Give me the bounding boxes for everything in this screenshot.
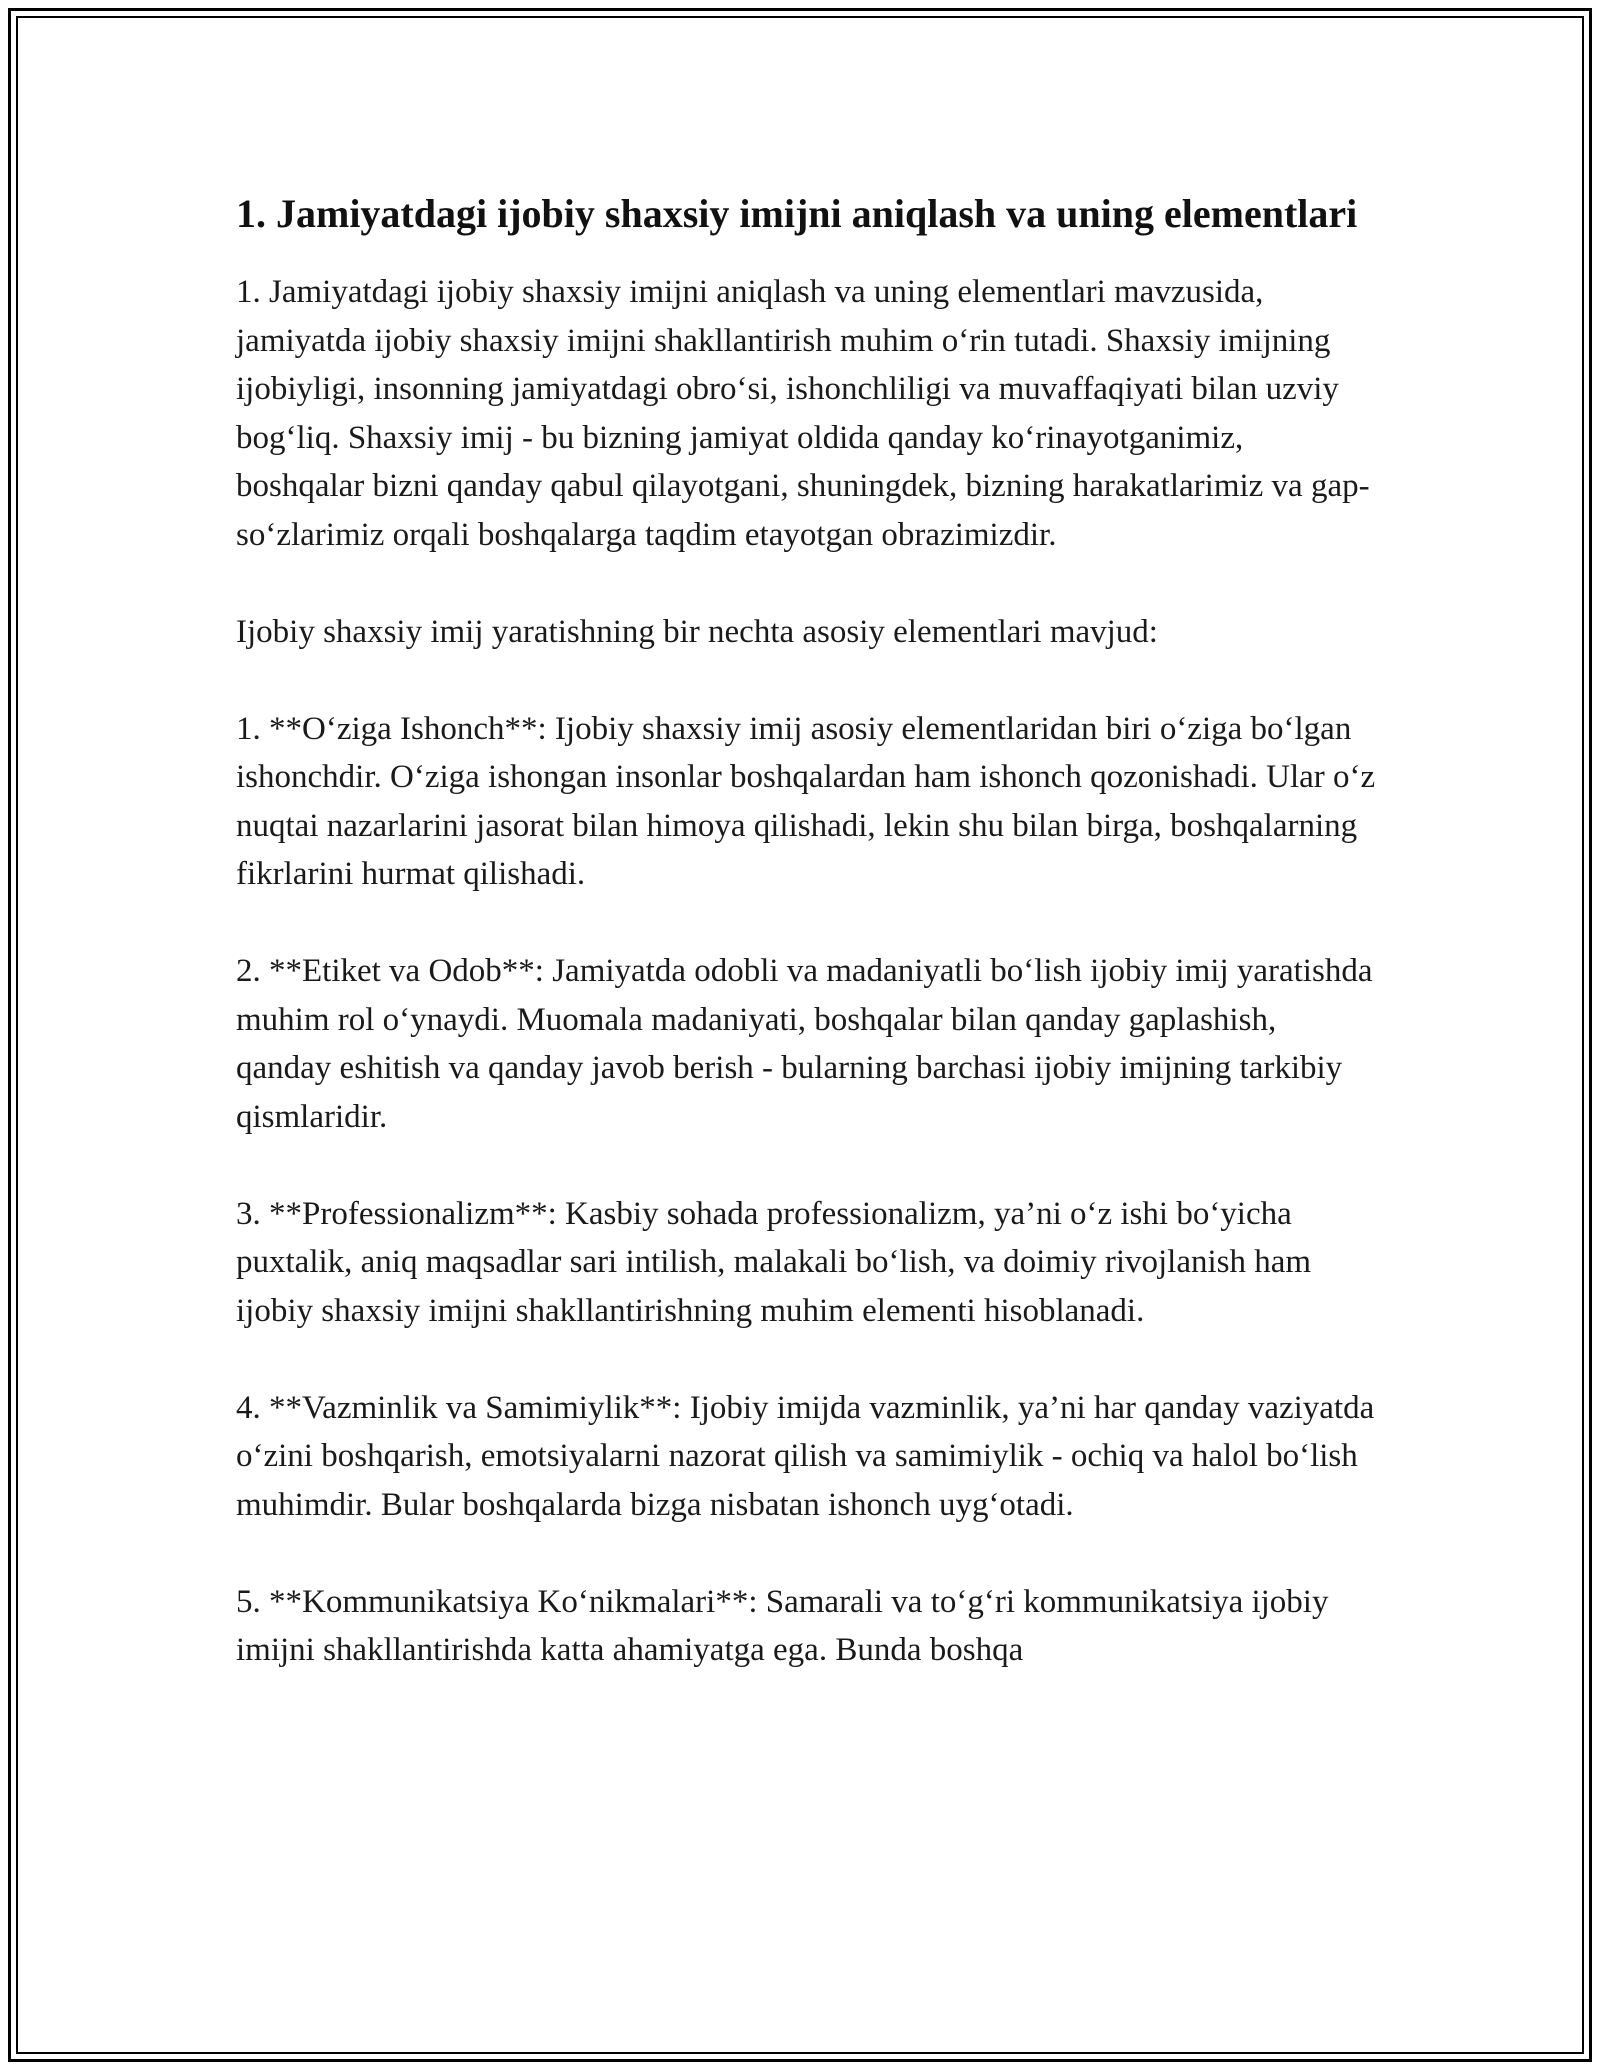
paragraph-elements-lead: Ijobiy shaxsiy imij yaratishning bir nechta asosiy elementlari mavjud: bbox=[236, 613, 1158, 650]
list-item-composure-sincerity: 4. **Vazminlik va Samimiylik**: Ijobiy imijda vazminlik, ya’ni har qanday vaziyatda o‘zini boshqarish, emotsiyalarni nazorat qilish va samimiylik - ochiq va halol bo‘lish muhimdir. Bular boshqalarda bizga nisbatan ishonch uyg‘otadi. bbox=[236, 1389, 1375, 1523]
paragraph-intro: 1. Jamiyatdagi ijobiy shaxsiy imijni aniqlash va uning elementlari mavzusida, jamiyatda ijobiy shaxsiy imijni shakllantirish muhim o‘rin tutadi. Shaxsiy imijning ijobiyligi, insonning jamiyatdagi obro‘si, ishonchliligi va muvaffaqiyati bilan uzviy bog‘liq. Shaxsiy imij - bu bizning jamiyat oldida qanday ko‘rinayotganimiz, boshqalar bizni qanday qabul qilayotgani, shuningdek, bizning harakatlarimiz va gap-so‘zlarimiz orqali boshqalarga taqdim etayotgan obrazimizdir. bbox=[236, 274, 1370, 553]
list-item-professionalism: 3. **Professionalizm**: Kasbiy sohada professionalizm, ya’ni o‘z ishi bo‘yicha puxtalik, aniq maqsadlar sari intilish, malakali bo‘lish, va doimiy rivojlanish ham ijobiy shaxsiy imijni shakllantirishning muhim elementi hisoblanadi. bbox=[236, 1195, 1312, 1329]
list-item-communication-skills: 5. **Kommunikatsiya Ko‘nikmalari**: Samarali va to‘g‘ri kommunikatsiya ijobiy imijni shakllantirishda katta ahamiyatga ega. Bunda boshqa bbox=[236, 1583, 1329, 1668]
list-item-self-confidence: 1. **O‘ziga Ishonch**: Ijobiy shaxsiy imij asosiy elementlaridan biri o‘ziga bo‘lgan ishonchdir. O‘ziga ishongan insonlar boshqalardan ham ishonch qozonishadi. Ular o‘z nuqtai nazarlarini jasorat bilan himoya qilishadi, lekin shu bilan birga, boshqalarning fikrlarini hurmat qilishadi. bbox=[236, 710, 1376, 892]
list-item-etiquette: 2. **Etiket va Odob**: Jamiyatda odobli va madaniyatli bo‘lish ijobiy imij yaratishda muhim rol o‘ynaydi. Muomala madaniyati, boshqalar bilan qanday gaplashish, qanday eshitish va qanday javob berish - bularning barchasi ijobiy imijning tarkibiy qismlaridir. bbox=[236, 953, 1373, 1135]
document-body bbox=[236, 186, 1376, 1675]
document-title: 1. Jamiyatdagi ijobiy shaxsiy imijni aniqlash va uning elementlari bbox=[236, 191, 1358, 236]
